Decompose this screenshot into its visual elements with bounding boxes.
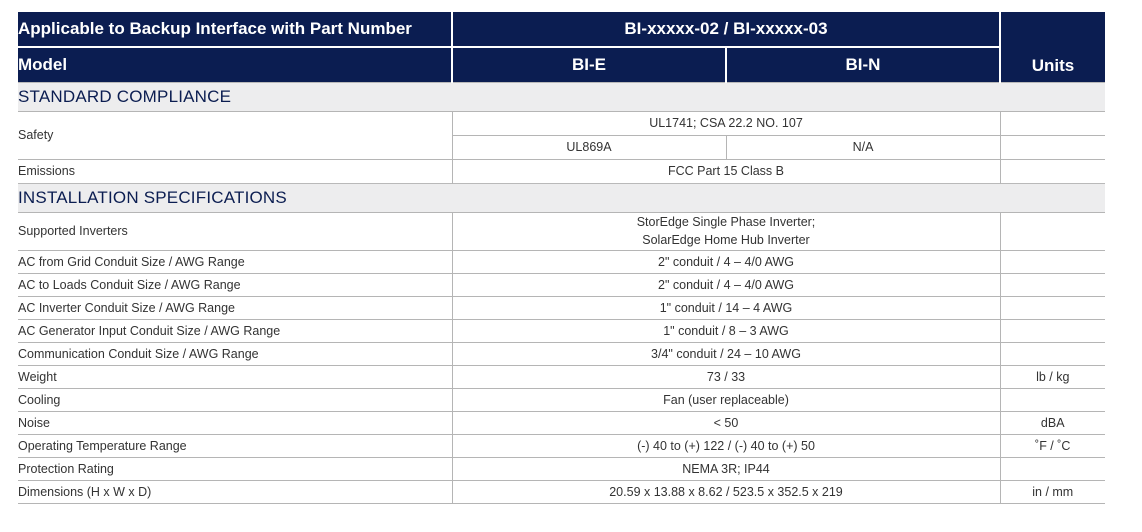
row-label: AC Generator Input Conduit Size / AWG Range	[18, 319, 452, 342]
table-row	[18, 480, 1105, 503]
section-standard-compliance	[18, 82, 1105, 111]
row-label: Weight	[18, 365, 452, 388]
section-installation-specifications	[18, 183, 1105, 212]
row-units	[1000, 342, 1105, 365]
applicable-label: Applicable to Backup Interface with Part Number	[18, 19, 412, 38]
units-header: Units	[1000, 12, 1105, 82]
table-row-safety	[18, 111, 1105, 135]
emissions-units	[1000, 159, 1105, 183]
safety-bi-e-value: UL869A	[452, 135, 726, 159]
row-label: Noise	[18, 411, 452, 434]
row-units	[1000, 296, 1105, 319]
section-title: STANDARD COMPLIANCE	[18, 82, 1105, 111]
table-row	[18, 319, 1105, 342]
row-units: ˚F / ˚C	[1000, 434, 1105, 457]
table-row	[18, 342, 1105, 365]
part-numbers: BI-xxxxx-02 / BI-xxxxx-03	[452, 12, 1000, 47]
safety-label: Safety	[18, 111, 452, 159]
row-value: NEMA 3R; IP44	[452, 457, 1000, 480]
row-units	[1000, 319, 1105, 342]
supported-inverters-units	[1000, 212, 1105, 250]
row-value: 3/4" conduit / 24 – 10 AWG	[452, 342, 1000, 365]
row-value: Fan (user replaceable)	[452, 388, 1000, 411]
header-row-model	[18, 47, 1105, 82]
table-row	[18, 434, 1105, 457]
model-bi-e: BI-E	[452, 47, 726, 82]
row-value: (-) 40 to (+) 122 / (-) 40 to (+) 50	[452, 434, 1000, 457]
row-label: Operating Temperature Range	[18, 434, 452, 457]
row-label: Cooling	[18, 388, 452, 411]
specifications-table	[18, 12, 1105, 504]
supported-inverters-label: Supported Inverters	[18, 212, 452, 250]
row-label: Protection Rating	[18, 457, 452, 480]
row-units	[1000, 250, 1105, 273]
row-value: 20.59 x 13.88 x 8.62 / 523.5 x 352.5 x 219	[452, 480, 1000, 503]
table-row	[18, 388, 1105, 411]
row-units: in / mm	[1000, 480, 1105, 503]
row-value: 1" conduit / 14 – 4 AWG	[452, 296, 1000, 319]
row-value: 1" conduit / 8 – 3 AWG	[452, 319, 1000, 342]
emissions-value: FCC Part 15 Class B	[452, 159, 1000, 183]
row-label: Communication Conduit Size / AWG Range	[18, 342, 452, 365]
table-row	[18, 296, 1105, 319]
safety-units-2	[1000, 135, 1105, 159]
row-label: Dimensions (H x W x D)	[18, 480, 452, 503]
safety-common-value: UL1741; CSA 22.2 NO. 107	[452, 111, 1000, 135]
supported-inverters-line-1: StorEdge Single Phase Inverter;	[636, 215, 816, 229]
row-value: 2" conduit / 4 – 4/0 AWG	[452, 273, 1000, 296]
row-value: 2" conduit / 4 – 4/0 AWG	[452, 250, 1000, 273]
section-title: INSTALLATION SPECIFICATIONS	[18, 183, 1105, 212]
row-label: AC Inverter Conduit Size / AWG Range	[18, 296, 452, 319]
table-row	[18, 457, 1105, 480]
supported-inverters-value	[452, 212, 1000, 250]
row-units: lb / kg	[1000, 365, 1105, 388]
emissions-label: Emissions	[18, 159, 452, 183]
safety-units	[1000, 111, 1105, 135]
row-value: < 50	[452, 411, 1000, 434]
model-bi-n: BI-N	[726, 47, 1000, 82]
row-units: dBA	[1000, 411, 1105, 434]
row-units	[1000, 273, 1105, 296]
table-row-supported-inverters	[18, 212, 1105, 250]
table-row	[18, 365, 1105, 388]
table-row	[18, 250, 1105, 273]
row-label: AC to Loads Conduit Size / AWG Range	[18, 273, 452, 296]
row-label: AC from Grid Conduit Size / AWG Range	[18, 250, 452, 273]
row-units	[1000, 388, 1105, 411]
supported-inverters-line-2: SolarEdge Home Hub Inverter	[642, 233, 810, 247]
table-row	[18, 411, 1105, 434]
row-units	[1000, 457, 1105, 480]
table-row-emissions	[18, 159, 1105, 183]
model-label: Model	[18, 47, 452, 82]
header-row-part-number	[18, 12, 1105, 47]
row-value: 73 / 33	[452, 365, 1000, 388]
table-row	[18, 273, 1105, 296]
safety-bi-n-value: N/A	[726, 135, 1000, 159]
